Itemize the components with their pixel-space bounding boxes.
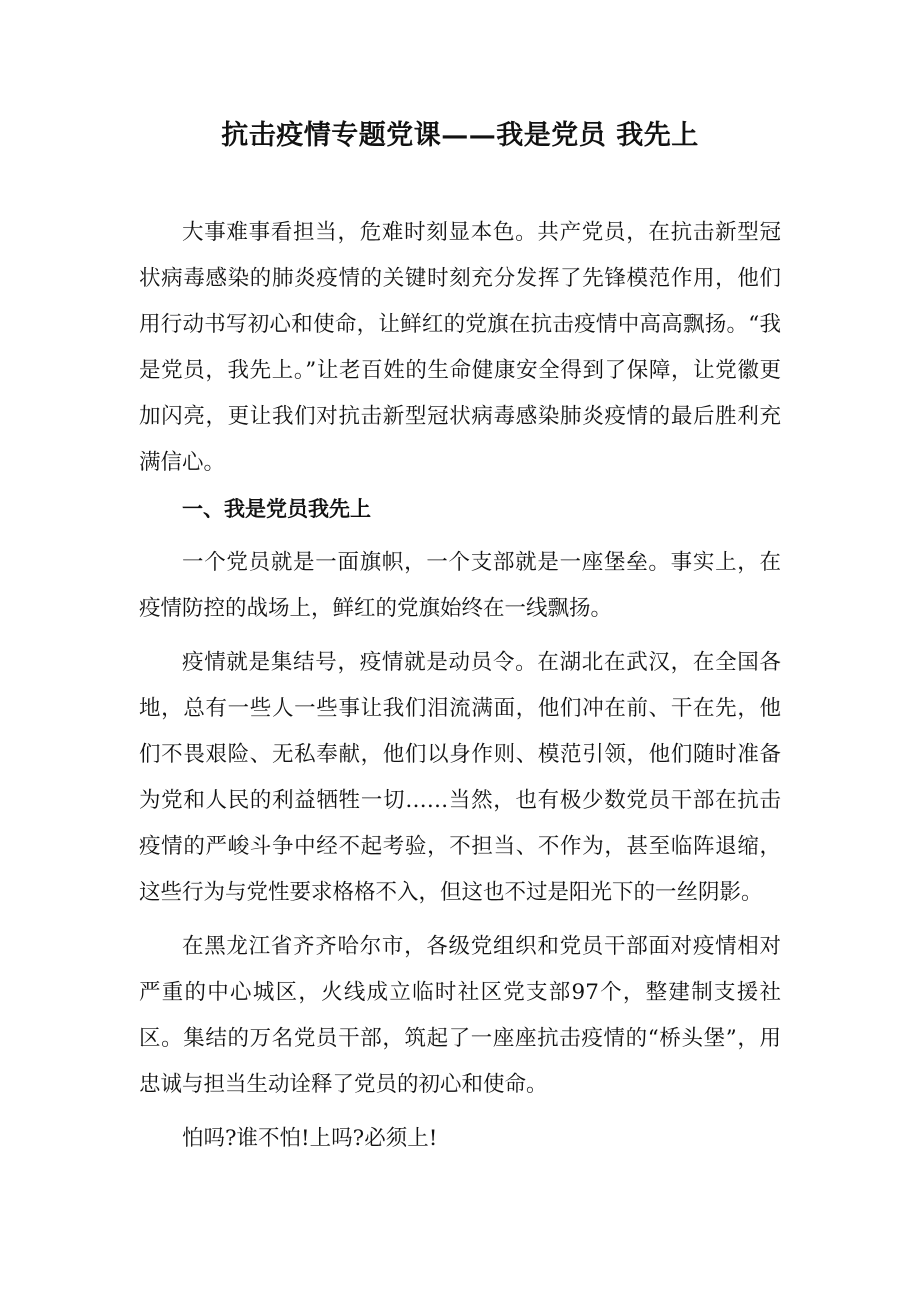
intro-paragraph: 大事难事看担当，危难时刻显本色。共产党员，在抗击新型冠状病毒感染的肺炎疫情的关键时刻充分发挥了先锋模范作用，他们用行动书写初心和使命，让鲜红的党旗在抗击疫情中高高飘扬。“我是党员，我先上。”让老百姓的生命健康安全得到了保障，让党徽更加闪亮，更让我们对抗击新型冠状病毒感染肺炎疫情的最后胜利充满信心。 [139,220,781,475]
body-paragraph: 一个党员就是一面旗帜，一个支部就是一座堡垒。事实上，在疫情防控的战场上，鲜红的党旗始终在一线飘扬。 [139,550,781,621]
body-paragraph: 在黑龙江省齐齐哈尔市，各级党组织和党员干部面对疫情相对严重的中心城区，火线成立临时社区党支部97个，整建制支援社区。集结的万名党员干部，筑起了一座座抗击疫情的“桥头堡”，用忠诚与担当生动诠释了党员的初心和使命。 [139,934,781,1097]
document-title: 抗击疫情专题党课——我是党员 我先上 [221,120,699,151]
section-heading: 一、我是党员我先上 [182,496,371,521]
body-paragraph: 怕吗?谁不怕!上吗?必须上! [182,1126,438,1151]
document-body [139,210,781,1162]
body-paragraph: 疫情就是集结号，疫情就是动员令。在湖北在武汉，在全国各地，总有一些人一些事让我们泪流满面，他们冲在前、干在先，他们不畏艰险、无私奉献，他们以身作则、模范引领，他们随时准备为党和人民的利益牺牲一切……当然，也有极少数党员干部在抗击疫情的严峻斗争中经不起考验，不担当、不作为，甚至临阵退缩，这些行为与党性要求格格不入，但这也不过是阳光下的一丝阴影。 [139,650,781,905]
